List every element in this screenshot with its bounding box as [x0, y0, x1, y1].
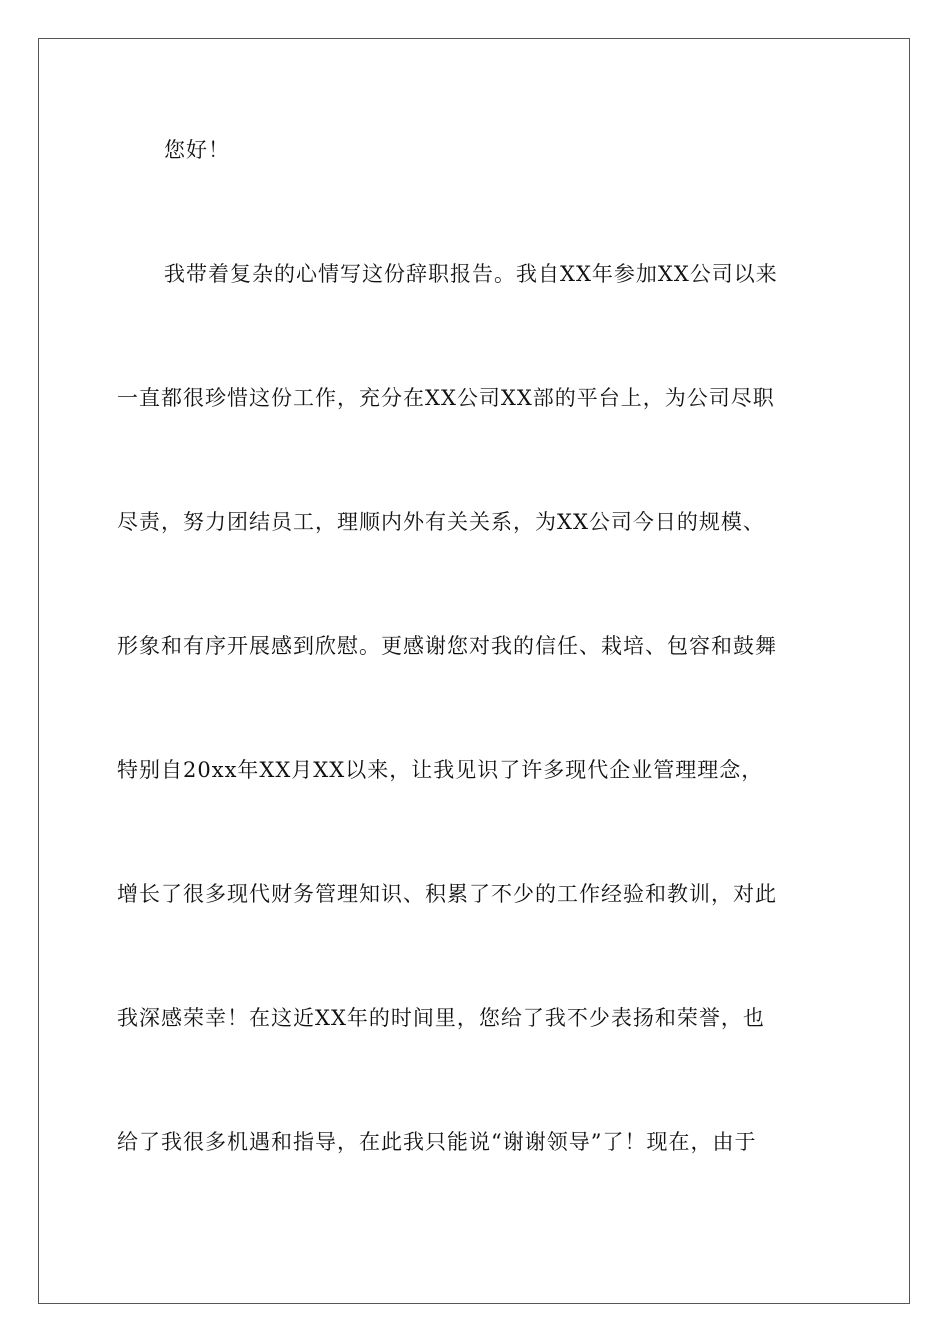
body-line-5: 特别自20xx年XX月XX以来，让我见识了许多现代企业管理理念， [117, 758, 764, 782]
body-line-1: 我带着复杂的心情写这份辞职报告。我自XX年参加XX公司以来 [164, 262, 778, 286]
body-line-8: 给了我很多机遇和指导，在此我只能说“谢谢领导”了！现在，由于 [117, 1130, 757, 1154]
salutation: 您好！ [164, 138, 230, 162]
body-line-3: 尽责，努力团结员工，理顺内外有关关系，为XX公司今日的规模、 [117, 510, 765, 534]
body-line-2: 一直都很珍惜这份工作，充分在XX公司XX部的平台上，为公司尽职 [117, 386, 775, 410]
body-line-6: 增长了很多现代财务管理知识、积累了不少的工作经验和教训，对此 [117, 882, 777, 906]
body-line-4: 形象和有序开展感到欣慰。更感谢您对我的信任、栽培、包容和鼓舞 [117, 634, 777, 658]
body-line-7: 我深感荣幸！在这近XX年的时间里，您给了我不少表扬和荣誉，也 [117, 1006, 765, 1030]
page-border [38, 38, 910, 1304]
